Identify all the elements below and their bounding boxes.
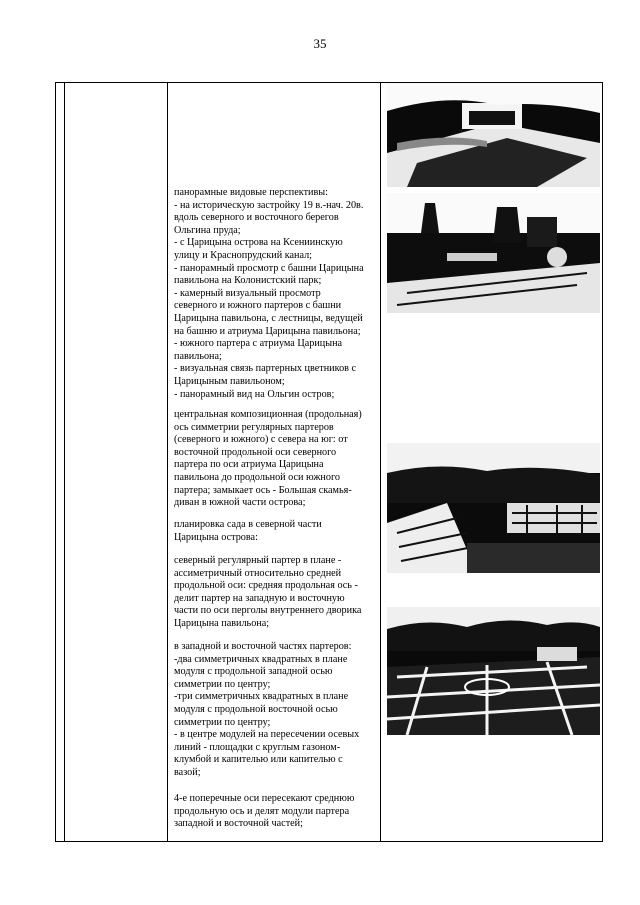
text-line: модуля с продольной восточной осью: [174, 703, 338, 715]
text-line: вдоль северного и восточного берегов: [174, 212, 339, 224]
text-line: симметрии по центру;: [174, 716, 271, 728]
text-line: клумбой и капителью или капителью с: [174, 754, 343, 766]
text-line: Царицыным павильоном;: [174, 375, 285, 387]
text-line: восточной продольной оси северного: [174, 446, 337, 458]
paragraph-cross-axes: [174, 793, 386, 831]
text-line: павильона;: [174, 350, 222, 362]
photo-pond-view: [387, 443, 600, 573]
paragraph-view-perspectives: [174, 187, 386, 401]
text-line: 4-е поперечные оси пересекают среднюю: [174, 793, 355, 804]
text-line: северного и южного партеров с башни: [174, 300, 342, 312]
text-line: продольную ось и делят модули партера: [174, 805, 350, 817]
photo-pavilion-tower: [387, 193, 600, 313]
text-line: -два симметричных квадратных в плане: [174, 653, 348, 665]
column-divider: [64, 83, 65, 841]
text-line: - с Царицына острова на Ксениинскую: [174, 237, 343, 249]
text-line: делит партер на западную и восточную: [174, 592, 345, 604]
document-table: [55, 82, 603, 842]
page-number: 35: [313, 36, 327, 51]
text-line: - панорамный вид на Ольгин остров;: [174, 388, 335, 400]
text-line: - на историческую застройку 19 в.-нач. 20в.: [174, 199, 364, 211]
text-line: партера по оси атриума Царицына: [174, 459, 324, 471]
text-line: диван в южной части острова;: [174, 497, 306, 509]
text-line: ось симметрии регулярных партеров: [174, 421, 334, 433]
text-line: панорамные видовые перспективы:: [174, 187, 328, 198]
text-line: Царицына павильона;: [174, 617, 270, 629]
text-line: продольной оси: средняя продольная ось -: [174, 580, 358, 592]
text-line: - южного партера с атриума Царицына: [174, 338, 343, 350]
text-line: линий - площадки с круглым газоном-: [174, 741, 341, 753]
text-line: ассиметричный относительно средней: [174, 567, 342, 579]
text-line: планировка сада в северной части: [174, 519, 322, 530]
text-line: - визуальная связь партерных цветников с: [174, 363, 357, 375]
text-line: на башню и атриума Царицына павильона;: [174, 325, 361, 337]
text-line: партера; замыкает ось - Большая скамья-: [174, 484, 352, 496]
text-line: -три симметричных квадратных в плане: [174, 691, 349, 703]
text-line: западной и восточной частей;: [174, 818, 303, 830]
text-line: симметрии по центру;: [174, 678, 271, 690]
column-divider: [167, 83, 168, 841]
paragraph-parterre-modules: [174, 641, 386, 780]
text-line: павильона до продольной оси южного: [174, 471, 340, 483]
text-line: центральная композиционная (продольная): [174, 409, 362, 420]
text-line: павильона на Колонистский парк;: [174, 275, 322, 287]
photo-garden-bench: [387, 83, 600, 187]
paragraph-north-parterre: [174, 555, 386, 631]
text-line: модуля с продольной западной осью: [174, 666, 333, 678]
text-line: северный регулярный партер в плане -: [174, 555, 342, 566]
text-line: (северного и южного) с севера на юг: от: [174, 434, 348, 446]
text-line: улицу и Краснопрудский канал;: [174, 249, 313, 261]
paragraph-central-axis: [174, 409, 386, 510]
text-line: в западной и восточной частях партеров:: [174, 641, 352, 652]
photo-regular-parterre: [387, 607, 600, 735]
text-line: Ольгина пруда;: [174, 224, 241, 236]
text-line: - панорамный просмотр с башни Царицына: [174, 262, 364, 274]
text-line: Царицына острова:: [174, 531, 258, 543]
text-line: - в центре модулей на пересечении осевых: [174, 729, 360, 741]
text-line: - камерный визуальный просмотр: [174, 287, 321, 299]
text-line: Царицына павильона, с лестницы, ведущей: [174, 312, 363, 324]
text-line: части по оси перголы внутреннего дворика: [174, 605, 362, 617]
paragraph-garden-layout: [174, 519, 386, 544]
text-line: вазой;: [174, 766, 201, 778]
